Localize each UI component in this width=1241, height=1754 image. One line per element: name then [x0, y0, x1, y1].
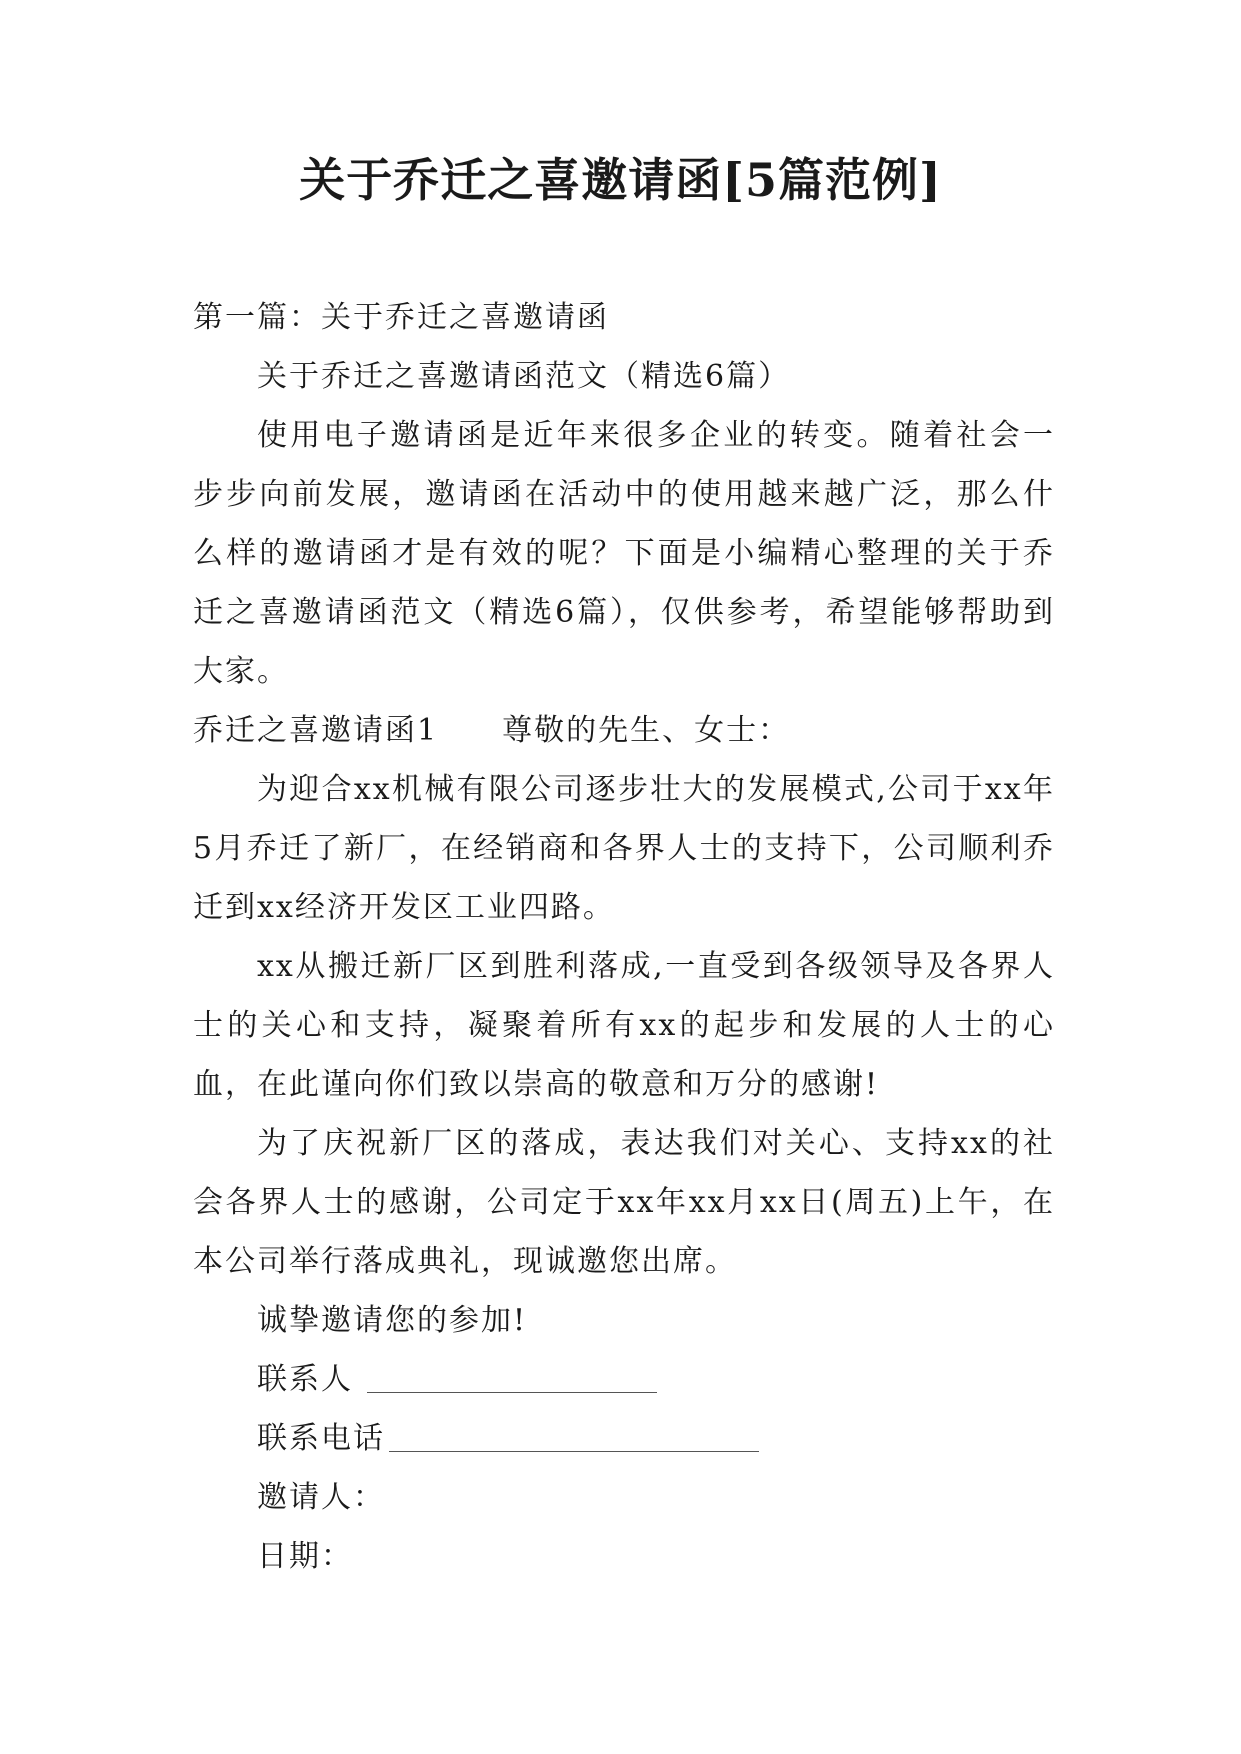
section-heading: 第一篇：关于乔迁之喜邀请函: [193, 300, 609, 335]
contact-phone-line: [193, 1409, 1055, 1468]
subtitle: 关于乔迁之喜邀请函范文（精选6篇）: [257, 359, 791, 394]
letter-paragraph-1: 为迎合xx机械有限公司逐步壮大的发展模式,公司于xx年5月乔迁了新厂，在经销商和各界人士的支持下，公司顺利乔迁到xx经济开发区工业四路。: [193, 772, 1055, 925]
letter-label: 乔迁之喜邀请函1: [193, 713, 439, 748]
salutation: 尊敬的先生、女士：: [502, 713, 791, 748]
date-line: 日期：: [257, 1539, 353, 1574]
document-body: [193, 288, 1055, 1586]
inviter-line: 邀请人：: [257, 1480, 385, 1515]
letter-paragraph-2: xx从搬迁新厂区到胜利落成,一直受到各级领导及各界人士的关心和支持，凝聚着所有xx的起步和发展的人士的心血，在此谨向你们致以崇高的敬意和万分的感谢!: [193, 949, 1055, 1102]
letter-heading-line: [193, 701, 1055, 760]
closing-line: 诚挚邀请您的参加!: [257, 1303, 528, 1338]
contact-phone-blank: [389, 1421, 759, 1452]
document-title: 关于乔迁之喜邀请函[5篇范例]: [299, 153, 942, 207]
intro-paragraph: 使用电子邀请函是近年来很多企业的转变。随着社会一步步向前发展，邀请函在活动中的使用越来越广泛，那么什么样的邀请函才是有效的呢？下面是小编精心整理的关于乔迁之喜邀请函范文（精选6篇），仅供参考，希望能够帮助到大家。: [193, 418, 1055, 689]
contact-person-label: 联系人: [257, 1362, 353, 1397]
contact-phone-label: 联系电话: [257, 1421, 385, 1456]
contact-person-line: [193, 1350, 1055, 1409]
contact-person-blank: [367, 1362, 657, 1393]
letter-paragraph-3: 为了庆祝新厂区的落成，表达我们对关心、支持xx的社会各界人士的感谢，公司定于xx年xx月xx日(周五)上午，在本公司举行落成典礼，现诚邀您出席。: [193, 1126, 1055, 1279]
